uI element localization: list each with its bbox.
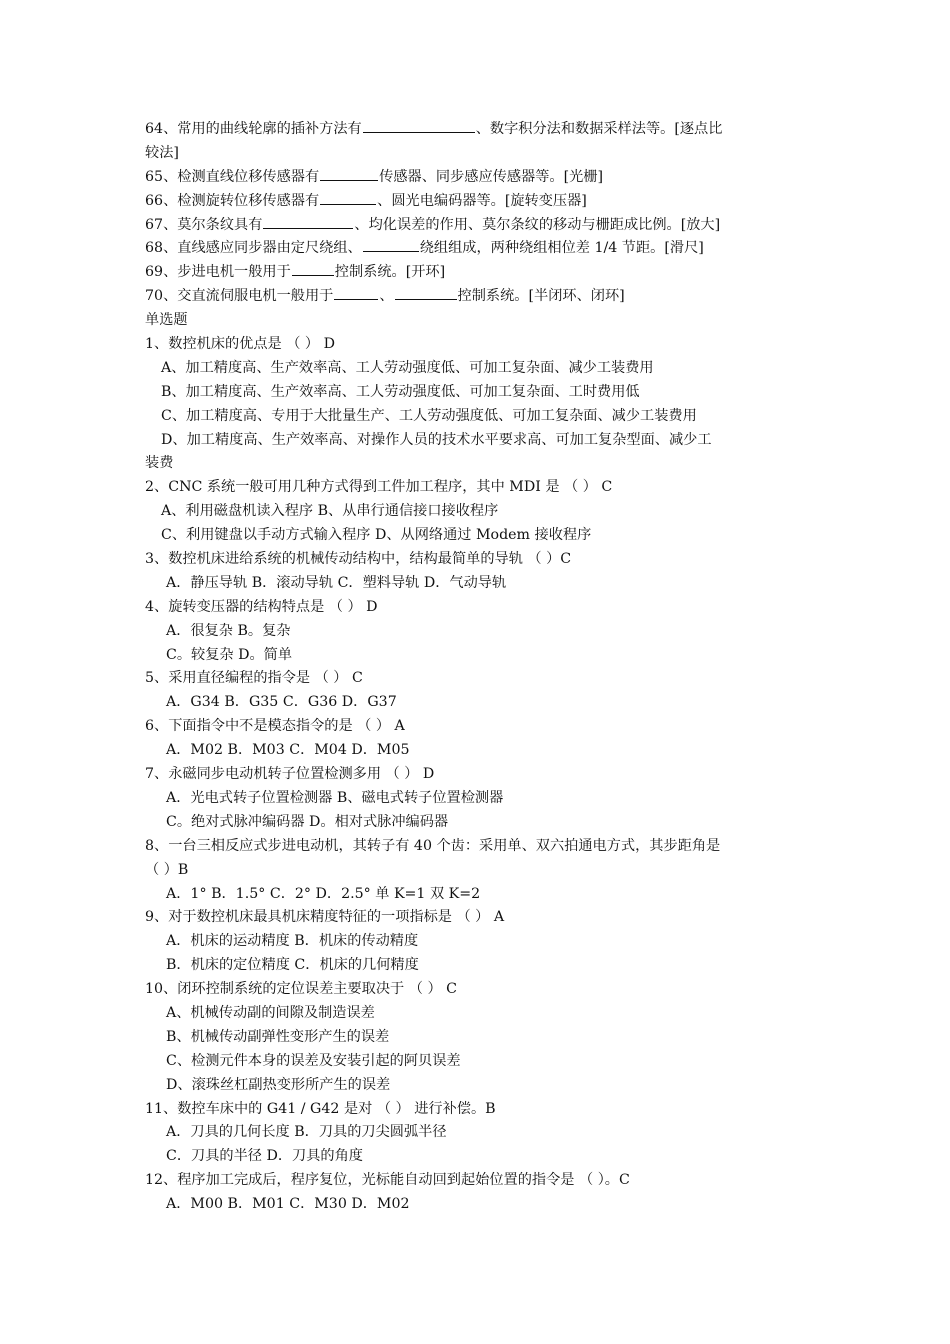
question-option: C、利用键盘以手动方式输入程序 D、从网络通过 Modem 接收程序	[161, 527, 592, 544]
fill-in-question-68	[145, 237, 815, 261]
question-option: C．刀具的半径 D．刀具的角度	[166, 1148, 363, 1165]
fill-in-question-66	[145, 190, 815, 214]
question-stem: 11、数控车床中的 G41 / G42 是对 （ ） 进行补偿。B	[145, 1100, 496, 1117]
question-option: A．M02 B．M03 C．M04 D．M05	[166, 742, 410, 759]
question-option: B．机床的定位精度 C．机床的几何精度	[166, 957, 419, 974]
question-stem: 5、采用直径编程的指令是 （ ） C	[145, 670, 363, 687]
question-text: 、直线感应同步器由定尺绕组、	[163, 240, 362, 257]
question-number: 69	[145, 264, 164, 281]
question-text: 、均化误差的作用、莫尔条纹的移动与栅距成比例。[放大]	[354, 216, 721, 233]
question-stem: 7、永磁同步电动机转子位置检测多用 （ ） D	[145, 766, 435, 783]
question-option: A．光电式转子位置检测器 B、磁电式转子位置检测器	[166, 789, 504, 806]
question-text: 、检测旋转位移传感器有	[163, 192, 320, 209]
question-text: 控制系统。[开环]	[334, 264, 446, 281]
fill-in-question-64-wrap: 较法]	[145, 144, 179, 161]
question-text: 、莫尔条纹具有	[163, 216, 263, 233]
question-option: C、加工精度高、专用于大批量生产、工人劳动强度低、可加工复杂面、减少工装费用	[161, 407, 697, 424]
question-option: A．1° B．1.5° C．2° D．2.5° 单 K=1 双 K=2	[166, 885, 481, 902]
question-number: 70	[145, 288, 164, 305]
answer-blank	[292, 261, 334, 276]
answer-blank	[263, 214, 353, 229]
question-text: 、检测直线位移传感器有	[163, 168, 320, 185]
question-number: 66	[145, 192, 164, 209]
question-option: A．M00 B．M01 C．M30 D．M02	[166, 1196, 410, 1213]
question-stem: 1、数控机床的优点是 （ ） D	[145, 336, 335, 353]
question-number: 64	[145, 121, 164, 137]
fill-in-question-64	[145, 118, 815, 142]
section-title: 单选题	[145, 312, 188, 329]
fill-in-question-69	[145, 261, 815, 285]
question-stem-wrap: （ ）B	[145, 861, 189, 878]
question-text: 、步进电机一般用于	[163, 264, 291, 281]
question-option: D、加工精度高、生产效率高、对操作人员的技术水平要求高、可加工复杂型面、减少工	[161, 431, 712, 448]
question-option: A、利用磁盘机读入程序 B、从串行通信接口接收程序	[161, 503, 499, 520]
answer-blank	[334, 285, 378, 300]
question-text: 、圆光电编码器等。[旋转变压器]	[377, 192, 587, 209]
document-content	[145, 118, 815, 1217]
answer-blank	[320, 166, 378, 181]
question-stem: 8、一台三相反应式步进电动机，其转子有 40 个齿：采用单、双六拍通电方式，其步距角是	[145, 837, 721, 854]
fill-in-question-65	[145, 166, 815, 190]
question-option-wrap: 装费	[145, 455, 174, 472]
question-text: 、	[379, 288, 394, 305]
question-option: A．静压导轨 B．滚动导轨 C．塑料导轨 D．气动导轨	[166, 574, 507, 591]
answer-blank	[363, 118, 475, 133]
question-stem: 12、程序加工完成后，程序复位，光标能自动回到起始位置的指令是 （ ）。C	[145, 1172, 630, 1189]
question-option: A．G34 B．G35 C．G36 D．G37	[166, 694, 397, 711]
question-option: B、机械传动副弹性变形产生的误差	[166, 1028, 390, 1045]
fill-in-question-70	[145, 285, 815, 309]
question-stem: 3、数控机床进给系统的机械传动结构中，结构最简单的导轨 （ ）C	[145, 551, 572, 568]
question-option: C、检测元件本身的误差及安装引起的阿贝误差	[166, 1052, 461, 1069]
question-option: D、滚珠丝杠副热变形所产生的误差	[166, 1076, 391, 1093]
question-stem: 6、下面指令中不是模态指令的是 （ ） A	[145, 718, 405, 735]
question-stem: 2、CNC 系统一般可用几种方式得到工件加工程序，其中 MDI 是 （ ） C	[145, 479, 613, 496]
question-option: C。绝对式脉冲编码器 D。相对式脉冲编码器	[166, 813, 449, 830]
question-stem: 10、闭环控制系统的定位误差主要取决于 （ ） C	[145, 981, 458, 998]
question-option: A．刀具的几何长度 B．刀具的刀尖圆弧半径	[166, 1124, 447, 1141]
question-number: 65	[145, 168, 164, 185]
question-text: 、数字积分法和数据采样法等。[逐点比	[475, 121, 723, 137]
answer-blank	[320, 190, 376, 205]
answer-blank	[395, 285, 457, 300]
question-number: 68	[145, 240, 164, 257]
question-text: 控制系统。[半闭环、闭环]	[457, 288, 625, 305]
question-text: 、常用的曲线轮廓的插补方法有	[163, 121, 362, 137]
question-text: 、交直流伺服电机一般用于	[163, 288, 334, 305]
fill-in-question-67	[145, 214, 815, 238]
question-option: C。较复杂 D。简单	[166, 646, 293, 663]
question-text: 传感器、同步感应传感器等。[光栅]	[379, 168, 604, 185]
question-option: A、加工精度高、生产效率高、工人劳动强度低、可加工复杂面、减少工装费用	[161, 359, 654, 376]
question-stem: 9、对于数控机床最具机床精度特征的一项指标是 （ ） A	[145, 909, 505, 926]
question-text: 绕组组成，两种绕组相位差 1/4 节距。[滑尺]	[419, 240, 704, 257]
question-option: B、加工精度高、生产效率高、工人劳动强度低、可加工复杂面、工时费用低	[161, 383, 640, 400]
question-option: A．机床的运动精度 B．机床的传动精度	[166, 933, 419, 950]
answer-blank	[363, 237, 419, 252]
question-option: A．很复杂 B。复杂	[166, 622, 291, 639]
question-stem: 4、旋转变压器的结构特点是 （ ） D	[145, 598, 378, 615]
question-option: A、机械传动副的间隙及制造误差	[166, 1004, 375, 1021]
question-number: 67	[145, 216, 164, 233]
